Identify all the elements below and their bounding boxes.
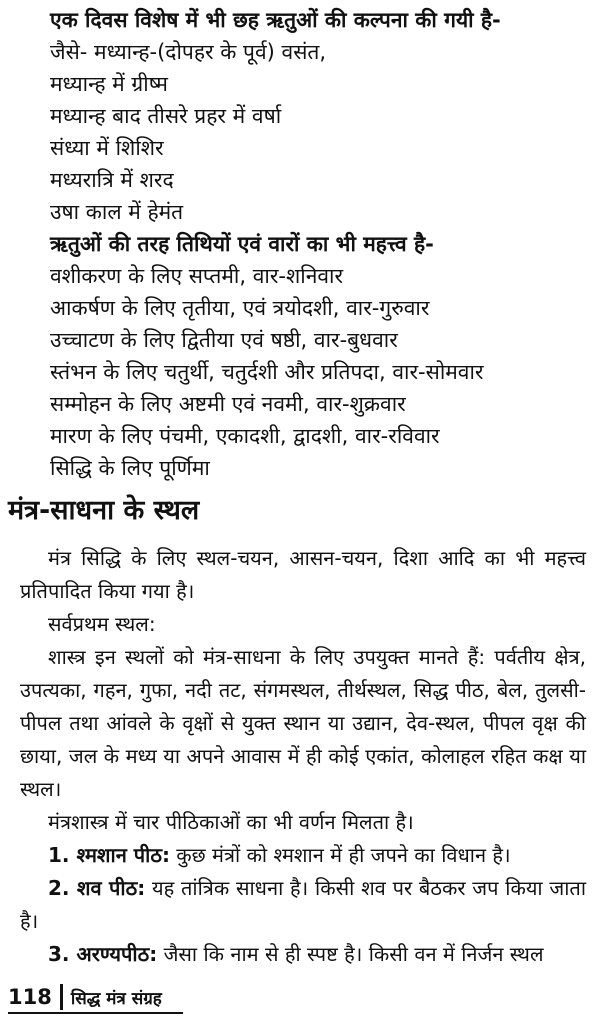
item-text: यह तांत्रिक साधना है। किसी शव पर बैठकर जप किया जाता है। [20,876,586,933]
item-text: जैसा कि नाम से ही स्पष्ट है। किसी वन में निर्जन स्थल [163,942,544,966]
item-text: कुछ मंत्रों को श्मशान में ही जपने का विधान है। [176,843,511,867]
list-line: मध्यान्ह में ग्रीष्म [50,72,168,96]
item-label: 3. अरण्यपीठ: [48,942,158,966]
footer-divider [60,984,63,1010]
list-line: संध्या में शिशिर [50,136,164,160]
list-line: आकर्षण के लिए तृतीया, एवं त्रयोदशी, वार-गुरुवार [50,296,430,320]
paragraph-text: शास्त्र इन स्थलों को मंत्र-साधना के लिए उपयुक्त मानते हैं: पर्वतीय क्षेत्र, उपत्यका, गहन, गुफा, नदी तट, संगमस्थल, तीर्थस्थल, सिद्ध पीठ, बेल, तुलसी-पीपल तथा आंवले के वृक्षों से युक्त स्थान या उद्यान, देव-स्थल, पीपल वृक्ष की छाया, जल के मध्य या अपने आवास में ही कोई एकांत, कोलाहल रहित कक्ष या स्थल। [20,645,586,801]
list-line: स्तंभन के लिए चतुर्थी, चतुर्दशी और प्रतिपदा, वार-सोमवार [50,360,484,384]
item-label: 1. श्मशान पीठ: [48,843,170,867]
list-line: मध्यरात्रि में शरद [50,168,174,192]
list-line: जैसे- मध्यान्ह-(दोपहर के पूर्व) वसंत, [50,40,327,64]
paragraph-text: सर्वप्रथम स्थल: [48,612,156,636]
footer-rule [8,1012,183,1014]
list-line: सिद्धि के लिए पूर्णिमा [50,456,210,480]
book-title: सिद्ध मंत्र संग्रह [70,988,162,1009]
list-item [20,938,586,971]
list-heading: ऋतुओं की तरह तिथियों एवं वारों का भी महत्त्व है- [50,232,434,256]
page-number: 118 [8,985,52,1009]
item-label: 2. शव पीठ: [48,876,146,900]
section-heading: मंत्र-साधना के स्थल [8,495,200,526]
paragraph [20,542,586,608]
list-line: वशीकरण के लिए सप्तमी, वार-शनिवार [50,264,344,288]
list-line: मध्यान्ह बाद तीसरे प्रहर में वर्षा [50,104,282,128]
paragraph-text: मंत्रशास्त्र में चार पीठिकाओं का भी वर्णन मिलता है। [48,810,414,834]
list-line: उषा काल में हेमंत [50,200,184,224]
paragraph [20,641,586,806]
paragraph [20,608,586,641]
paragraph-text: मंत्र सिद्धि के लिए स्थल-चयन, आसन-चयन, दिशा आदि का भी महत्त्व प्रतिपादित किया गया है। [20,546,586,603]
list-line: उच्चाटण के लिए द्वितीया एवं षष्ठी, वार-बुधवार [50,328,398,352]
list-line: सम्मोहन के लिए अष्टमी एवं नवमी, वार-शुक्रवार [50,392,406,416]
list-heading: एक दिवस विशेष में भी छह ऋतुओं की कल्पना की गयी है- [50,8,501,32]
list-item [20,839,586,872]
list-line: मारण के लिए पंचमी, एकादशी, द्वादशी, वार-रविवार [50,424,440,448]
paragraph [20,806,586,839]
list-item [20,872,586,938]
page-footer [8,983,162,1011]
